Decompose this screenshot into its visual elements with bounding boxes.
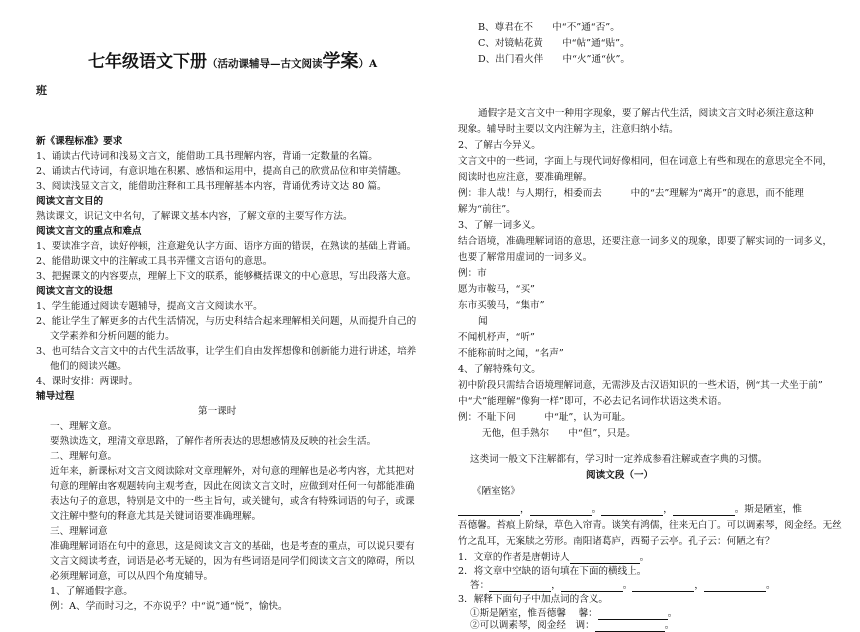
section-3-item-1: 1、了解通假字意。: [50, 586, 133, 597]
gujin-example-1: 例：非人哉！与人期行，相委而去 中的“去”理解为“离开”的意思，而不能理: [458, 188, 804, 199]
duoyi-heading: 3、了解一词多义。: [458, 220, 541, 231]
gujin-line-2: 阅读时也应注意，要准确理解。: [458, 172, 593, 183]
section-2-line-4: 文注解中整句的释意尤其是关键词语要准确理解。: [50, 511, 262, 522]
plan-heading: 阅读文言文的设想: [36, 286, 113, 297]
std-item-1: 1、诵读古代诗词和浅易文言文，能借助工具书理解内容，背诵一定数量的名篇。: [36, 151, 378, 162]
duoyi-line-2: 也要了解常用虚词的一词多义。: [458, 252, 593, 263]
teshu-line-1: 初中阶段只需结合语境理解词意，无需涉及古汉语知识的一些术语，例“其一犬坐于前”: [458, 380, 823, 391]
question-3-item-2: ②可以调素琴，阅金经 调： 。: [470, 620, 675, 631]
title-big: 学案: [322, 51, 359, 72]
teshu-example-2: 无他，但手熟尔 中“但”，只是。: [482, 428, 636, 439]
std-item-3: 3、阅读浅显文言文，能借助注释和工具书理解基本内容，背诵优秀诗文达 80 篇。: [36, 181, 387, 192]
question-2-answer: 答： ， 。 ， 。: [470, 580, 776, 591]
question-1-text: 1．文章的作者是唐朝诗人: [458, 552, 570, 563]
section-2-line-2: 句意的理解由客观题转向主观考查，因此在阅读文言文时，应做到对任何一句都能准确: [50, 481, 415, 492]
question-1: 1．文章的作者是唐朝诗人 。: [458, 552, 650, 563]
section-2-heading: 二、理解句意。: [50, 451, 118, 462]
duoyi-shi-2: 东市买骏马，“集市”: [458, 300, 545, 311]
answer-label: 答：: [470, 580, 490, 591]
std-heading: 新《课程标准》要求: [36, 136, 123, 147]
question-3-item-1-blank[interactable]: [598, 609, 668, 620]
habit-note: 这类词一般文下注解都有，学习时一定养成参看注解或查字典的习惯。: [470, 454, 768, 465]
lesson-one-heading: 第一课时: [198, 406, 237, 417]
aim-heading: 阅读文言文目的: [36, 196, 104, 207]
section-3-line-2: 文言文阅读考查，词语是必考无疑的，因为有些词语是同学们阅读文言文的障碍，所以: [50, 556, 415, 567]
page-title: [88, 51, 378, 72]
reading-heading: 阅读文段（一）: [586, 470, 654, 481]
tongjia-example-d: D、出门看火伴 中“火”通“伙”。: [478, 54, 631, 65]
key-item-1: 1、要读准字音，读好停顿，注意避免认字方面、语序方面的错误，在熟读的基础上背诵。: [36, 241, 417, 252]
duoyi-wen-2: 不能称前时之闻，“名声”: [458, 348, 564, 359]
blank-2[interactable]: [530, 505, 592, 516]
duoyi-wen-1: 不闻机杼声，“听”: [458, 332, 535, 343]
title-sub: （活动课辅导—古文阅读: [207, 58, 323, 70]
blank-3[interactable]: [601, 505, 663, 516]
reading-title: 《陋室铭》: [472, 486, 520, 497]
title-line2: 班: [36, 84, 47, 97]
gujin-heading: 2、了解古今异义。: [458, 140, 541, 151]
aim-item-1: 熟读课文，识记文中名句，了解课文基本内容，了解文章的主要写作方法。: [36, 211, 353, 222]
section-2-line-1: 近年来，新课标对文言文阅读除对文章理解外，对句意的理解也是必考内容，尤其把对: [50, 466, 415, 477]
question-3-item-1-text: ①斯是陋室，惟吾德馨 馨：: [470, 608, 598, 619]
gujin-line-1: 文言文中的一些词，字面上与现代词好像相同，但在词意上有些和现在的意思完全不同，: [458, 156, 833, 167]
process-heading: 辅导过程: [36, 391, 75, 402]
plan-item-4: 4、课时安排：两课时。: [36, 376, 139, 387]
plan-item-3a: 3、也可结合文言文中的古代生活故事，让学生们自由发挥想像和创新能力进行讲述，培养: [36, 346, 417, 357]
duoyi-line-1: 结合语境，准确理解词语的意思，还要注意一词多义的现象，即要了解实词的一词多义，: [458, 236, 833, 247]
reading-line-2: 吾德馨。苔痕上阶绿，草色入帘青。谈笑有鸿儒，往来无白丁。可以调素琴，阅金经。无丝: [458, 520, 842, 531]
section-3-heading: 三、理解词意: [50, 526, 108, 537]
title-main: 七年级语文下册: [88, 52, 207, 72]
plan-item-1: 1、学生能通过阅读专题辅导，提高文言文阅读水平。: [36, 301, 263, 312]
question-3-item-2-blank[interactable]: [595, 621, 665, 632]
section-1-heading: 一、理解文意。: [50, 421, 118, 432]
question-2: 2．将文章中空缺的语句填在下面的横线上。: [458, 566, 647, 577]
blank-1[interactable]: [458, 505, 520, 516]
tongjia-note-1: 通假字是文言文中一种用字现象，要了解古代生活，阅读文言文时必须注意这种: [478, 108, 814, 119]
question-3-item-2-text: ②可以调素琴，阅金经 调：: [470, 620, 595, 631]
plan-item-2b: 文学素养和分析问题的能力。: [50, 331, 175, 342]
section-3-line-3: 必须理解词意，可以从四个角度辅导。: [50, 571, 214, 582]
section-1-text: 要熟读选文，理清文章思路，了解作者所表达的思想感情及反映的社会生活。: [50, 436, 377, 447]
reading-line-3: 竹之乱耳，无案牍之劳形。南阳诸葛庐，西蜀子云亭。孔子云：何陋之有？: [458, 536, 775, 547]
tongjia-example-b: B、尊君在不 中“不”通“否”。: [478, 22, 620, 33]
reading-line-1-end: 。斯是陋室，惟: [734, 504, 802, 515]
tongjia-example-c: C、对镜帖花黄 中“帖”通“贴”。: [478, 38, 630, 49]
answer-blank-3[interactable]: [632, 581, 694, 592]
question-3: 3．解释下面句子中加点词的含义。: [458, 594, 609, 605]
teshu-line-2: 中“犬”能理解“像狗一样”即可，不必去记名词作状语这类术语。: [458, 396, 728, 407]
teshu-example-1: 例：不耻下问 中“耻”，认为可耻。: [458, 412, 631, 423]
duoyi-wen: 闻: [478, 316, 488, 327]
reading-line-1: ， 。 ， 。斯是陋室，惟: [458, 504, 802, 516]
gujin-example-2: 解为“前往”。: [458, 204, 516, 215]
key-heading: 阅读文言文的重点和难点: [36, 226, 142, 237]
tongjia-note-2: 现象。辅导时主要以文内注解为主，注意归纳小结。: [458, 124, 679, 135]
answer-blank-2[interactable]: [561, 581, 623, 592]
section-2-line-3: 表达句子的意思，特别是文中的一些主旨句，或关键句，或含有特殊词语的句子，或课: [50, 496, 415, 507]
duoyi-example: 例：市: [458, 268, 487, 279]
question-1-blank[interactable]: [570, 553, 640, 564]
title-suffix: ）A: [358, 58, 378, 70]
section-3-example: 例：A、学而时习之，不亦说乎？中“说”通“悦”，愉快。: [50, 601, 288, 612]
plan-item-3b: 他们的阅读兴趣。: [50, 361, 127, 372]
answer-blank-1[interactable]: [489, 581, 551, 592]
key-item-2: 2、能借助课文中的注解或工具书弄懂文言语句的意思。: [36, 256, 273, 267]
teshu-heading: 4、了解特殊句文。: [458, 364, 541, 375]
answer-blank-4[interactable]: [704, 581, 766, 592]
plan-item-2a: 2、能让学生了解更多的古代生活情况，与历史科结合起来理解相关问题，从而提升自己的: [36, 316, 417, 327]
section-3-line-1: 准确理解词语在句中的意思，这是阅读文言文的基础，也是考查的重点，可以说只要有: [50, 541, 415, 552]
key-item-3: 3、把握课文的内容要点，理解上下文的联系，能够概括课文的中心意思，写出段落大意。: [36, 271, 417, 282]
blank-4[interactable]: [673, 505, 735, 516]
duoyi-shi-1: 愿为市鞍马，“买”: [458, 284, 535, 295]
question-3-item-1: ①斯是陋室，惟吾德馨 馨： 。: [470, 608, 678, 619]
std-item-2: 2、诵读古代诗词，有意识地在积累、感悟和运用中，提高自己的欣赏品位和审美情趣。: [36, 166, 407, 177]
